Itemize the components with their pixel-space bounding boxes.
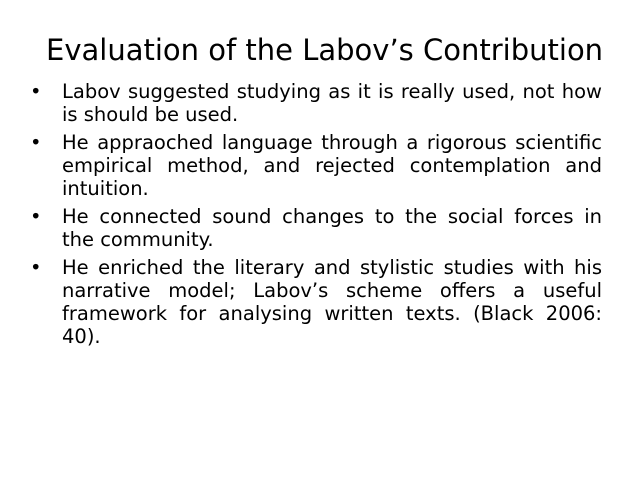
bullet-text: Labov suggested studying as it is really used, not how is should be used. (62, 80, 602, 126)
bullet-icon: • (30, 80, 42, 103)
bullet-item (30, 256, 602, 348)
bullet-text: He appraoched language through a rigorous scientific empirical method, and rejected contemplation and intuition. (62, 131, 602, 200)
bullet-icon: • (30, 205, 42, 228)
bullet-list (30, 80, 602, 353)
slide-title: Evaluation of the Labov’s Contribution (46, 33, 604, 67)
bullet-item (30, 131, 602, 200)
bullet-item (30, 205, 602, 251)
bullet-text: He connected sound changes to the social forces in the community. (62, 205, 602, 251)
bullet-text: He enriched the literary and stylistic studies with his narrative model; Labov’s scheme offers a useful framework for analysing written texts. (Black 2006: 40). (62, 256, 602, 348)
bullet-item (30, 80, 602, 126)
bullet-icon: • (30, 256, 42, 279)
bullet-icon: • (30, 131, 42, 154)
